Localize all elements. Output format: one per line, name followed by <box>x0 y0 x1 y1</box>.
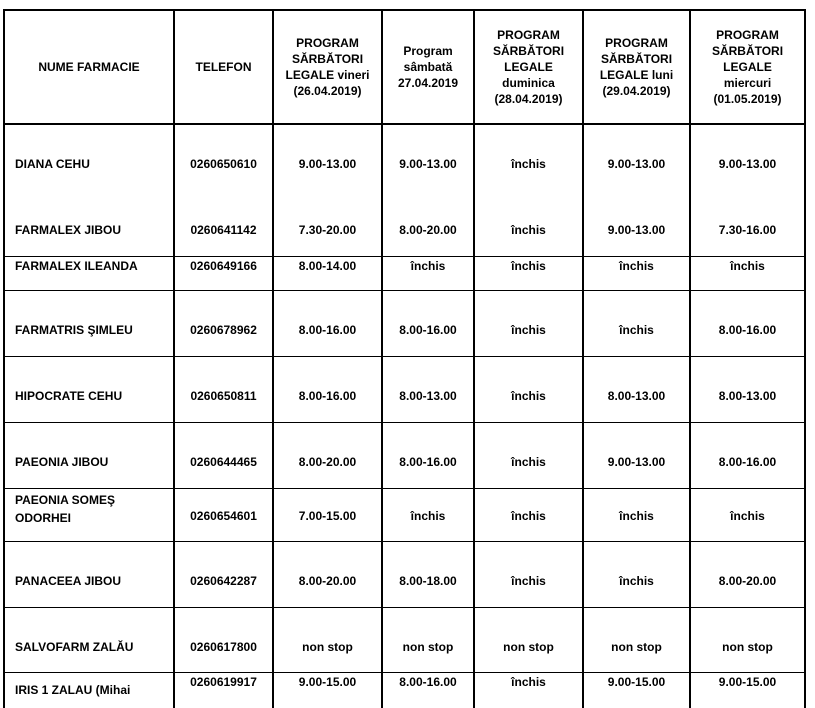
grid-line <box>3 422 806 423</box>
row-sunday: închis <box>511 388 546 403</box>
row-friday: 8.00-14.00 <box>298 258 357 273</box>
row-friday: 7.00-15.00 <box>298 508 357 523</box>
row-monday: închis <box>619 322 654 337</box>
row-wednesday: 8.00-20.00 <box>718 573 777 588</box>
row-monday: 8.00-13.00 <box>607 388 666 403</box>
row-saturday: închis <box>410 508 446 523</box>
grid-line <box>804 9 806 708</box>
row-wednesday: închis <box>730 258 765 273</box>
row-phone: 0260678962 <box>190 322 257 337</box>
row-sunday: închis <box>511 454 546 469</box>
row-sunday: închis <box>511 222 546 237</box>
row-phone: 0260654601 <box>190 508 257 523</box>
row-monday: non stop <box>611 639 662 654</box>
row-wednesday: închis <box>730 508 765 523</box>
row-sunday: non stop <box>503 639 554 654</box>
row-saturday: 8.00-13.00 <box>399 388 457 403</box>
row-monday: închis <box>619 508 654 523</box>
grid-line <box>3 123 806 125</box>
row-name: FARMALEX ILEANDA <box>15 258 138 273</box>
row-sunday: închis <box>511 674 546 689</box>
grid-line <box>3 290 806 291</box>
header-wednesday: PROGRAM SĂRBĂTORI LEGALE miercuri (01.05.2019) <box>711 28 784 106</box>
row-friday: 9.00-15.00 <box>298 674 357 689</box>
row-friday: 8.00-20.00 <box>298 573 357 588</box>
row-name: PAEONIA JIBOU <box>15 454 109 469</box>
row-wednesday: 9.00-13.00 <box>718 156 777 171</box>
row-monday: închis <box>619 573 654 588</box>
row-sunday: închis <box>511 573 546 588</box>
row-monday: 9.00-13.00 <box>607 156 666 171</box>
row-phone: 0260649166 <box>190 258 257 273</box>
row-friday: 8.00-16.00 <box>298 388 357 403</box>
header-name: NUME FARMACIE <box>38 60 140 74</box>
row-name: DIANA CEHU <box>15 156 90 171</box>
row-wednesday: 8.00-16.00 <box>718 322 777 337</box>
grid-line <box>3 356 806 357</box>
row-name: PAEONIA SOMEŞ ODORHEI <box>15 493 116 525</box>
row-phone: 0260641142 <box>190 222 257 237</box>
row-wednesday: 9.00-15.00 <box>718 674 777 689</box>
row-friday: non stop <box>302 639 353 654</box>
row-saturday: 8.00-16.00 <box>399 322 457 337</box>
header-phone: TELEFON <box>195 60 252 74</box>
grid-line <box>3 607 806 608</box>
row-monday: 9.00-13.00 <box>607 454 666 469</box>
row-wednesday: non stop <box>722 639 773 654</box>
row-phone: 0260619917 <box>190 674 257 689</box>
row-phone: 0260642287 <box>190 573 257 588</box>
row-friday: 7.30-20.00 <box>298 222 357 237</box>
row-friday: 8.00-16.00 <box>298 322 357 337</box>
row-name: HIPOCRATE CEHU <box>15 388 123 403</box>
row-monday: 9.00-15.00 <box>607 674 666 689</box>
row-wednesday: 8.00-16.00 <box>718 454 777 469</box>
row-wednesday: 8.00-13.00 <box>718 388 777 403</box>
row-name: SALVOFARM ZALĂU <box>15 639 134 654</box>
row-sunday: închis <box>511 322 546 337</box>
row-name: PANACEEA JIBOU <box>15 573 122 588</box>
row-name: FARMATRIS ŞIMLEU <box>15 322 133 337</box>
row-monday: închis <box>619 258 654 273</box>
row-saturday: non stop <box>402 639 454 654</box>
row-name: IRIS 1 ZALAU (Mihai <box>15 682 131 697</box>
row-saturday: închis <box>410 258 446 273</box>
row-sunday: închis <box>511 258 546 273</box>
header-monday: PROGRAM SĂRBĂTORI LEGALE luni (29.04.2019) <box>599 36 674 98</box>
row-monday: 9.00-13.00 <box>607 222 666 237</box>
row-phone: 0260650610 <box>190 156 257 171</box>
row-phone: 0260617800 <box>190 639 257 654</box>
row-phone: 0260650811 <box>190 388 257 403</box>
row-saturday: 8.00-16.00 <box>399 674 457 689</box>
header-friday: PROGRAM SĂRBĂTORI LEGALE vineri (26.04.2019) <box>285 36 370 98</box>
row-name: FARMALEX JIBOU <box>15 222 122 237</box>
row-saturday: 8.00-18.00 <box>399 573 457 588</box>
row-saturday: 8.00-16.00 <box>399 454 457 469</box>
row-friday: 8.00-20.00 <box>298 454 357 469</box>
row-phone: 0260644465 <box>190 454 257 469</box>
header-sunday: PROGRAM SĂRBĂTORI LEGALE duminica (28.04.2019) <box>492 28 565 106</box>
header-saturday: Program sâmbată 27.04.2019 <box>397 44 459 90</box>
grid-line <box>3 541 806 542</box>
row-wednesday: 7.30-16.00 <box>718 222 777 237</box>
row-sunday: închis <box>511 508 546 523</box>
row-friday: 9.00-13.00 <box>298 156 357 171</box>
row-sunday: închis <box>511 156 546 171</box>
row-saturday: 8.00-20.00 <box>399 222 457 237</box>
row-saturday: 9.00-13.00 <box>399 156 457 171</box>
